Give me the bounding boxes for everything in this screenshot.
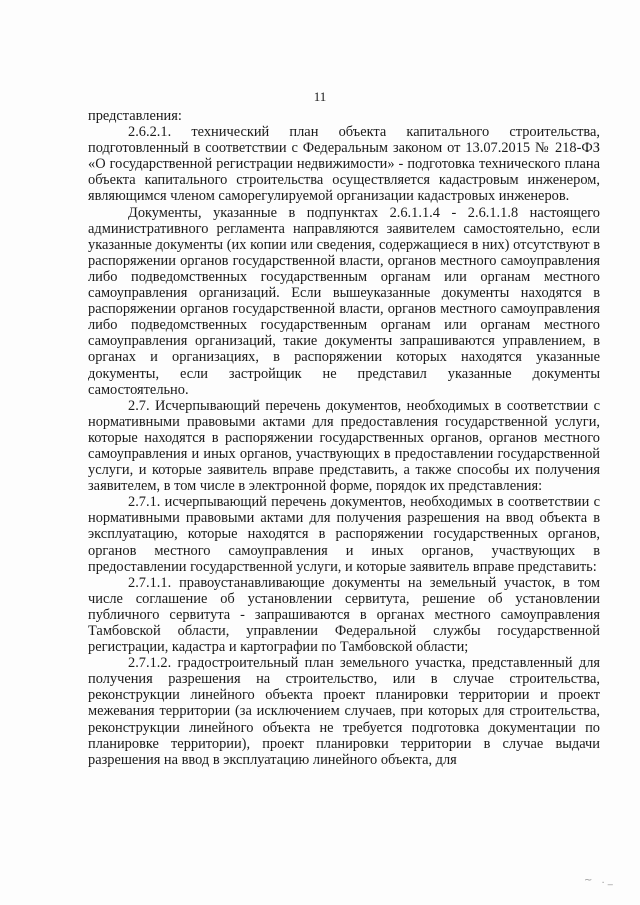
- paragraph-2-6-2-1: 2.6.2.1. технический план объекта капитального строительства, подготовленный в соответствии с Федеральным законом от 13.07.2015 № 218-ФЗ «О государственной регистрации недвижимости» - подготовка технического плана объекта капитального строительства осуществляется кадастровым инженером, являющимся членом саморегулируемой организации кадастровых инженеров.: [88, 124, 600, 205]
- paragraph-representation-tail: представления:: [88, 108, 182, 124]
- paragraph-2-7-1-1: 2.7.1.1. правоустанавливающие документы на земельный участок, в том числе соглашение об установлении сервитута, решение об установлении публичного сервитута - запрашиваются в органах местного самоуправления Тамбовской области, управлении Федеральной службы государственной регистрации, кадастра и картографии по Тамбовской области;: [88, 574, 600, 656]
- scan-mark: ~ ._: [584, 875, 616, 886]
- paragraph-2-7-1-2: 2.7.1.2. градостроительный план земельного участка, представленный для получения разрешения на строительство, или в случае строительства, реконструкции линейного объекта проект планировки территории и проект межевания территории (за исключением случаев, при которых для строительства, реконструкции линейного объекта не требуется подготовка документации по планировке территории), проект планировки территории в случае выдачи разрешения на ввод в эксплуатацию линейного объекта, для: [88, 655, 600, 768]
- page-number: 11: [313, 89, 327, 104]
- paragraph-2-7-1: 2.7.1. исчерпывающий перечень документов, необходимых в соответствии с нормативными правовыми актами для получения разрешения на ввод объекта в эксплуатацию, которые находятся в распоряжении государственных органов, органов местного самоуправления и иных органов, участвующих в предоставлении государственной услуги, и которые заявитель вправе представить:: [88, 494, 600, 575]
- paragraph-documents-provided: Документы, указанные в подпунктах 2.6.1.1.4 - 2.6.1.1.8 настоящего административного регламента направляются заявителем самостоятельно, если указанные документы (их копии или сведения, содержащиеся в них) отсутствуют в распоряжении органов государственной власти, органов местного самоуправления либо подведомственных государственным органам или органам местного самоуправления организаций. Если вышеуказанные документы находятся в распоряжении органов государственной власти, органов местного самоуправления либо подведомственных государственным органам или органам местного самоуправления организаций, такие документы запрашиваются управлением, в органах и организациях, в распоряжении которых находятся указанные документы, если застройщик не представил указанные документы самостоятельно.: [88, 204, 600, 398]
- document-body: [88, 108, 600, 768]
- paragraph-2-7: 2.7. Исчерпывающий перечень документов, необходимых в соответствии с нормативными правовыми актами для предоставления государственной услуги, которые находятся в распоряжении государственных органов, органов местного самоуправления и иных органов, участвующих в предоставлении государственной услуги, и которые заявитель вправе представить, а также способы их получения заявителем, в том числе в электронной форме, порядок их представления:: [88, 397, 600, 495]
